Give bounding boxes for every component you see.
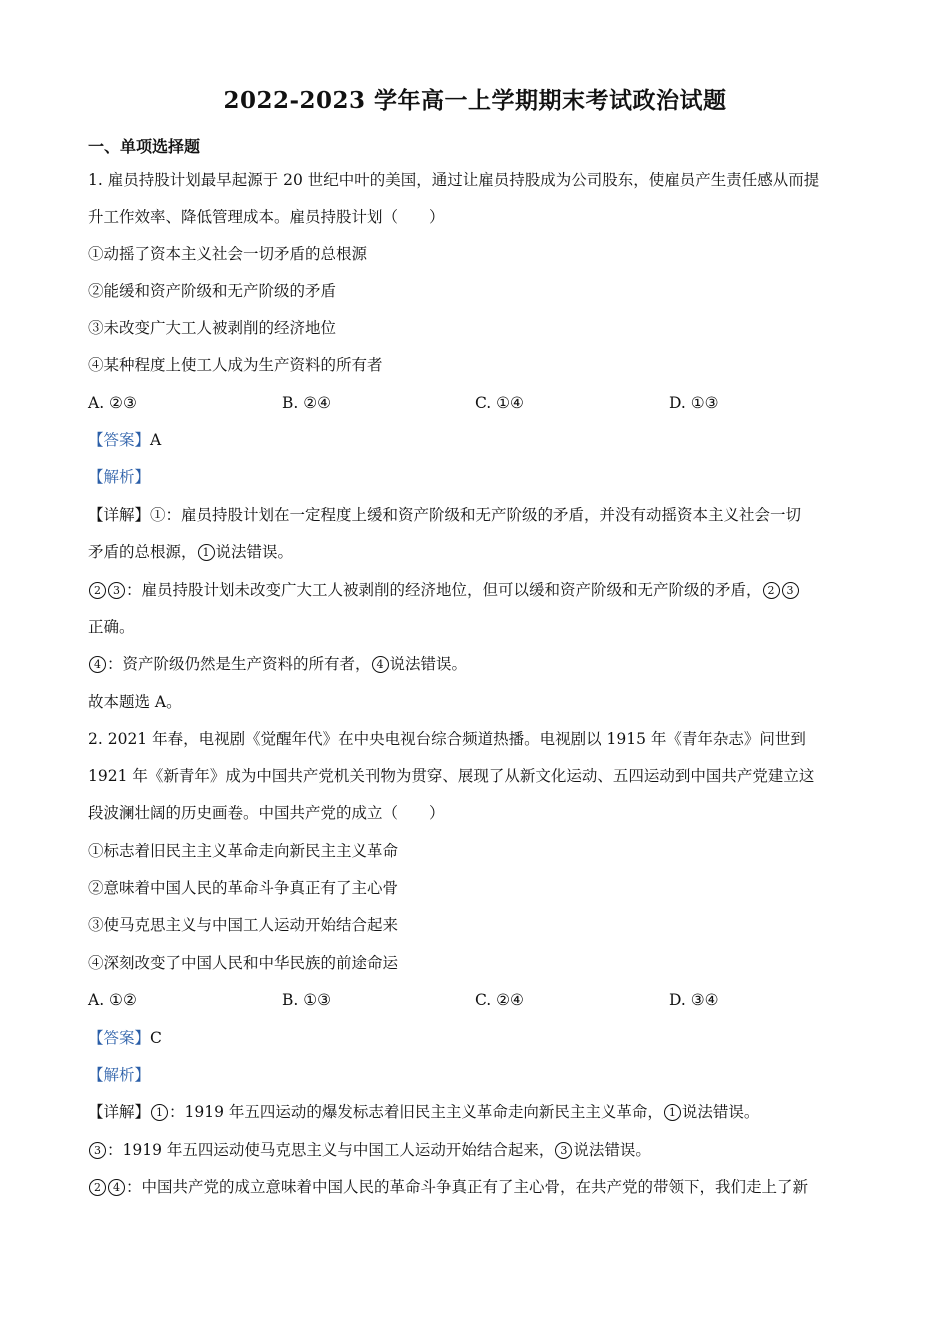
q1-detail-tag: 【详解】 [88,506,151,524]
q1-detail-text6: 说法错误。 [389,655,468,673]
circled-number: 1 [151,1104,168,1121]
q2-detail-line3 [88,1177,868,1197]
q2-detail-line1 [88,1102,868,1122]
q1-statement-3: ③未改变广大工人被剥削的经济地位 [88,319,337,337]
q1-option-b: B. ②④ [282,394,332,412]
q1-stem-line1: 1. 雇员持股计划最早起源于 20 世纪中叶的美国，通过让雇员持股成为公司股东，使雇员产生责任感从而提 [88,171,820,189]
q1-answer-value: A [150,431,162,449]
circled-number: 2 [89,1179,106,1196]
q2-statement-2: ②意味着中国人民的革命斗争真正有了主心骨 [88,879,399,897]
q2-stem-line3: 段波澜壮阔的历史画卷。中国共产党的成立（ ） [88,804,445,822]
q2-statement-4: ④深刻改变了中国人民和中华民族的前途命运 [88,954,399,972]
q1-option-c: C. ①④ [475,394,524,412]
q1-detail-line1 [88,505,868,525]
q2-answer-value: C [150,1029,162,1047]
q1-detail-text4: ：雇员持股计划未改变广大工人被剥削的经济地位，但可以缓和资产阶级和无产阶级的矛盾， [126,581,762,599]
circled-number: 2 [763,582,780,599]
q2-statement-1: ①标志着旧民主主义革命走向新民主主义革命 [88,842,399,860]
q1-detail-line3 [88,580,868,600]
q2-option-a: A. ①② [88,991,137,1009]
q2-stem-line2: 1921 年《新青年》成为中国共产党机关刊物为贯穿、展现了从新文化运动、五四运动到中国共产党建立这 [88,767,815,785]
q2-detail-text3: ：1919 年五四运动使马克思主义与中国工人运动开始结合起来， [107,1141,555,1159]
q2-answer-line [88,1028,868,1048]
circled-number: 1 [664,1104,681,1121]
circled-number: 3 [108,582,125,599]
q2-analysis-tag: 【解析】 [88,1066,151,1084]
q1-analysis-line [88,467,868,487]
q1-detail-text2: 矛盾的总根源， [88,543,197,561]
q1-conclusion: 故本题选 A。 [88,693,182,711]
circled-number: 3 [89,1142,106,1159]
circled-number: 4 [89,656,106,673]
q2-stem-line1: 2. 2021 年春，电视剧《觉醒年代》在中央电视台综合频道热播。电视剧以 1915 年《青年杂志》问世到 [88,730,806,748]
q1-statement-4: ④某种程度上使工人成为生产资料的所有者 [88,356,383,374]
q2-detail-text1: ：1919 年五四运动的爆发标志着旧民主主义革命走向新民主主义革命， [169,1103,663,1121]
q2-detail-line2 [88,1140,868,1160]
circled-number: 2 [89,582,106,599]
q2-detail-text4: 说法错误。 [573,1141,651,1159]
q1-answer-line [88,430,868,450]
q1-detail-text5: ：资产阶级仍然是生产资料的所有者， [107,655,371,673]
q2-detail-tag: 【详解】 [88,1103,151,1121]
q2-analysis-line [88,1065,868,1085]
q1-detail-text1: ①：雇员持股计划在一定程度上缓和资产阶级和无产阶级的矛盾，并没有动摇资本主义社会一切 [150,506,802,524]
q2-option-b: B. ①③ [282,991,332,1009]
q2-option-c: C. ②④ [475,991,524,1009]
section-heading: 一、单项选择题 [88,137,201,156]
circled-number: 3 [555,1142,572,1159]
q2-detail-text5: ：中国共产党的成立意味着中国人民的革命斗争真正有了主心骨，在共产党的带领下，我们走上了新 [126,1178,809,1196]
q1-detail-line2 [88,542,868,562]
q1-detail-line5 [88,654,868,674]
q1-answer-tag: 【答案】 [88,431,151,449]
q1-statement-2: ②能缓和资产阶级和无产阶级的矛盾 [88,282,337,300]
q1-analysis-tag: 【解析】 [88,468,151,486]
q2-detail-text2: 说法错误。 [681,1103,760,1121]
circled-number: 4 [108,1179,125,1196]
q2-statement-3: ③使马克思主义与中国工人运动开始结合起来 [88,916,399,934]
q1-detail-line4: 正确。 [88,618,135,636]
q1-option-a: A. ②③ [88,394,137,412]
circled-number: 3 [782,582,799,599]
circled-number: 1 [198,544,215,561]
q1-option-d: D. ①③ [669,394,719,412]
q1-detail-text3: 说法错误。 [215,543,294,561]
page-title: 2022-2023 学年高一上学期期末考试政治试题 [223,87,727,114]
q2-answer-tag: 【答案】 [88,1029,151,1047]
circled-number: 4 [372,656,389,673]
q1-statement-1: ①动摇了资本主义社会一切矛盾的总根源 [88,245,368,263]
q1-stem-line2: 升工作效率、降低管理成本。雇员持股计划（ ） [88,208,445,226]
q2-option-d: D. ③④ [669,991,719,1009]
